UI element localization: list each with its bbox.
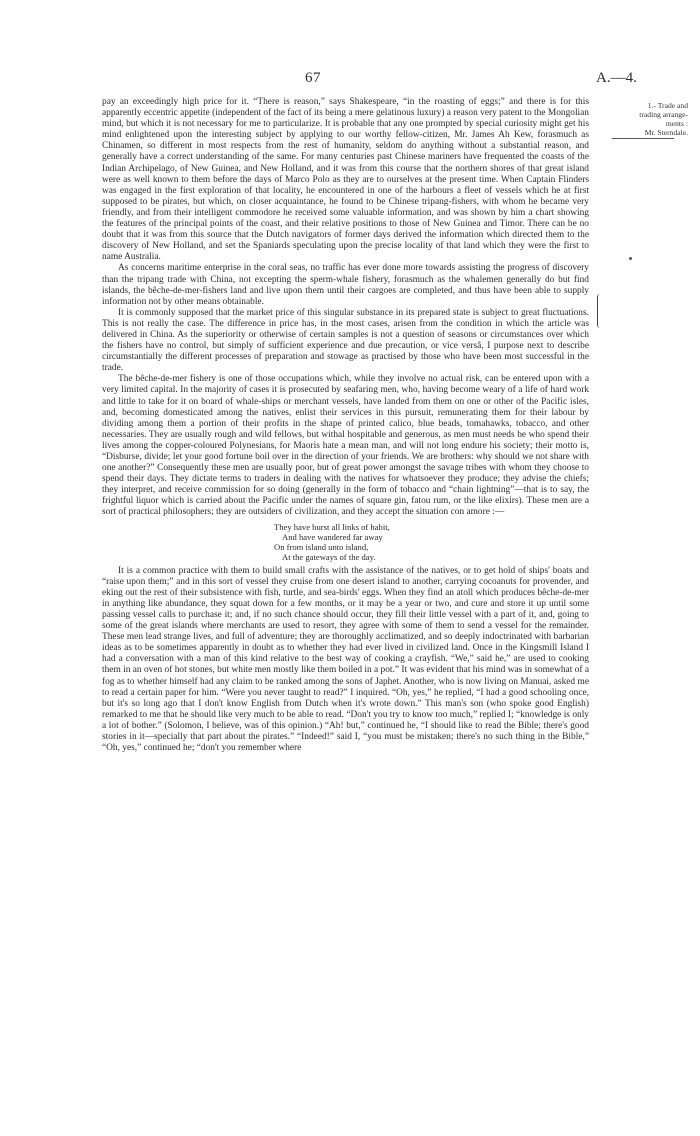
document-reference: A.—4. [596, 70, 637, 86]
margin-note-line: ments : [665, 119, 688, 128]
margin-note-line: 1.- Trade and [647, 101, 688, 110]
margin-mark [629, 257, 632, 260]
verse-line: At the gateways of the day. [282, 551, 376, 562]
margin-rule [612, 138, 674, 139]
margin-bracket [597, 294, 603, 328]
margin-note [596, 101, 688, 137]
paragraph: As concerns maritime enterprise in the coral seas, no traffic has ever done more towards assisting the progress of discovery than the tripang trade with China, not excepting the sperm-whale fishery, forasmuch as the whalemen generally do but find islands, the bêche-de-mer-fishers land and live upon them until their cargoes are completed, and thus have been able to supply information not by other means obtainable. [102, 263, 589, 307]
paragraph: It is a common practice with them to build small crafts with the assistance of the natives, or to get hold of ships' boats and “raise upon them;” and in this sort of vessel they cruise from one desert island to another, carrying cocoanuts for provender, and eking out the rest of their subsistence with fish, turtle, and sea-birds' eggs. When they find an atoll which produces bêche-de-mer in anything like abundance, they squat down for a few months, or it may be a year or two, and cure and store it up until some passing vessel calls to purchase it; and, if no such chance should occur, they fill their little vessel with a part of it, and, going to some of the great islands where merchants are used to resort, they agree with some of them to send a vessel for the remainder. These men lead strange lives, and full of adventure; they are thoroughly acclimatized, and so deeply indoctrinated with barbarian ideas as to be sometimes apparently in doubt as to whether they had ever lived in civilized land. Once in the Kingsmill Island I had a conversation with a man of this kind relative to the best way of cooking a crayfish. “We,” said he,” are used to cooking them in an oven of hot stones, but white men mostly like them boiled in a pot.” It was evident that his mind was in somewhat of a fog as to whether himself had any claim to be ranked among the sons of Japhet. Another, who is now living on Manuai, asked me to read a certain paper for him. “Were you never taught to read?” I inquired. “Oh, yes,” he replied, “I had a good schooling once, but it's so long ago that I don't know English from Dutch when it's wrote down.” This man's son (who spoke good English) remarked to me that he should like very much to be able to read. “Don't you try to know too much,” replied I; “knowledge is only a lot of bother.” (Solomon, I believe, was of this opinion.) “Ah! but,” continued he, “I should like to read the Bible; there's good stories in it—specially that part about the pirates.” “Indeed!” said I, “you must be mistaken; there's no such thing in the Bible,” “Oh, yes,” continued he; “don't you remember where [102, 565, 589, 754]
verse-line: They have burst all links of habit, [274, 521, 390, 532]
paragraph: It is commonly supposed that the market price of this singular substance in its prepared state is subject to great fluctuations. This is not really the case. The difference in price has, in the most cases, arisen from the condition in which the article was delivered in China. As the superiority or otherwise of certain samples is not a question of seasons or circumstances over which the fishers have no control, but simply of sufficient experience and due precaution, or vice versâ, I purpose next to describe circumstantially the different processes of preparation and stowage as practised by those who have been most successful in the trade. [102, 307, 589, 374]
margin-note-line: Mr. Sterndale. [644, 128, 688, 137]
verse-line: And have wandered far away [282, 531, 383, 542]
paragraph: pay an exceedingly high price for it. “There is reason,” says Shakespeare, “in the roasting of eggs;” and there is for this apparently eccentric appetite (independent of the fact of its being a mere gelatinous luxury) a reason very patent to the Mongolian mind, but which it is not necessary for me to particularize. It is probable that any one prompted by special curiosity might get his mind enlightened upon the interesting subject by applying to our worthy fellow-citizen, Mr. James Ah Kew, forasmuch as Chinamen, so different in most respects from the rest of humanity, seldom do anything without a substantial reason, and generally have a correct understanding of the same. For many centuries past Chinese mariners have frequented the coasts of the Indian Archipelago, of New Guinea, and New Holland, and it was from this course that the northern shores of that great island were as well known to them before the days of Marco Polo as they are to ourselves at the present time. When Captain Flinders was engaged in the first exploration of that locality, he encountered in one of the harbours a fleet of vessels which he at first supposed to be pirates, but which, on closer acquaintance, he found to be Chinese tripang-fishers, with whom he became very friendly, and from their intelligent commodore he received some valuable information, and was shown by him a chart showing the features of the principal points of the coast, and their relative positions to those of New Guinea and Timor. There can be no doubt that it was from this source that the Dutch navigators of former days derived the information which directed them to the discovery of New Holland, and set the Spaniards speculating upon the precise locality of that land which they were the first to name Australia. [102, 97, 589, 263]
verse-line: On from island unto island, [274, 541, 369, 552]
page-number: 67 [305, 70, 321, 86]
margin-note-line: trading arrange- [639, 110, 688, 119]
body-text [102, 97, 589, 754]
verse-quote [274, 522, 589, 562]
paragraph: The bêche-de-mer fishery is one of those occupations which, while they involve no actual risk, can be entered upon with a very limited capital. In the majority of cases it is prosecuted by seafaring men, who, having become weary of a life of hard work and little to take for it on board of whale-ships or merchant vessels, have landed from them on one or other of the Pacific isles, and, becoming domesticated among the natives, enlist their services in this pursuit, remunerating them for their labour by dividing among them a portion of their profits in the shape of printed calico, blue beads, tomahawks, tobacco, and other necessaries. They are usually rough and wild fellows, but withal hospitable and generous, as men must needs be who spend their lives among the copper-coloured Polynesians, for Maoris hate a mean man, and will not long endure his society; their motto is, “Disburse, divide; let your good fortune boil over in the direction of your friends. We are brothers: why should we not share with one another?” Consequently these men are usually poor, but of great power amongst the savage tribes with whom they choose to spend their days. They dictate terms to traders in dealing with the natives for whatsoever they produce; they advise the chiefs; they interpret, and receive commission for so doing (generally in the form of tobacco and “chain lightning”—that is to say, the frightful liquor which is carried about the Pacific under the names of square gin, fatou rum, or the like elixirs). These men are a sort of practical philosophers; they are outsiders of civilization, and they accept the situation con amore :— [102, 374, 589, 518]
page-header [0, 70, 700, 92]
